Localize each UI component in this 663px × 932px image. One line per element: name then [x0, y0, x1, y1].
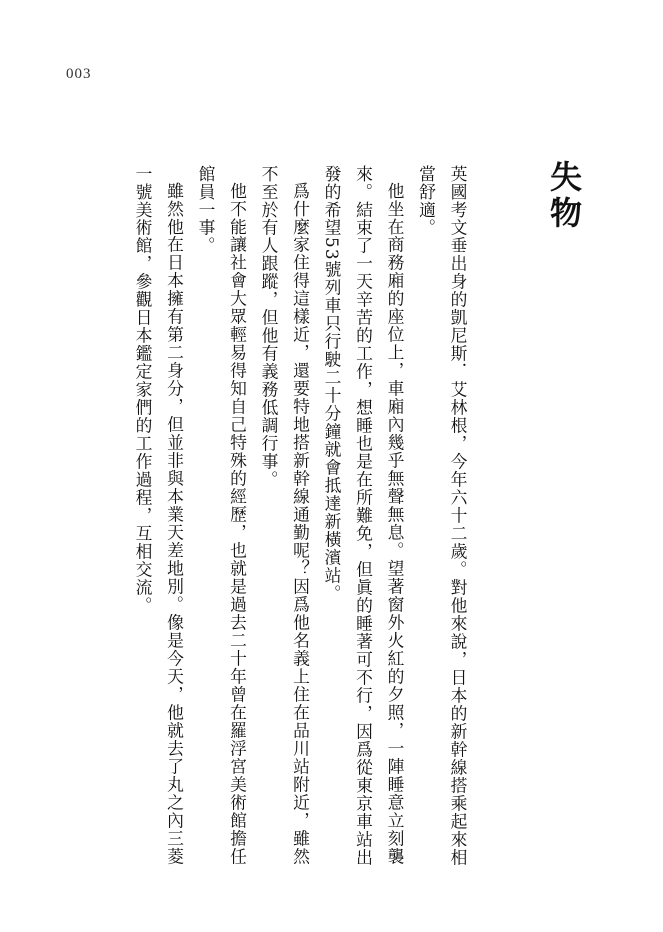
- paragraph-4: 他不能讓社會大眾輕易得知自己特殊的經歷，也就是過去二十年曾在羅浮宮美術館擔任館員一事。: [196, 165, 248, 866]
- paragraph-5: 雖然他在日本擁有第二身分，但並非與本業天差地別。像是今天，他就去了丸之內三菱一號美術館，參觀日本鑑定家們的工作過程，互相交流。: [133, 165, 185, 866]
- page-number: 003: [66, 66, 92, 82]
- body-text: [127, 165, 474, 880]
- chapter-title: 失物: [545, 160, 583, 232]
- paragraph-3: 爲什麼家住得這樣近，還要特地搭新幹線通勤呢？因爲他名義上住在品川站附近，雖然不至於有人跟蹤，但他有義務低調行事。: [259, 165, 311, 866]
- paragraph-2: 他坐在商務廂的座位上，車廂內幾乎無聲無息。望著窗外火紅的夕照，一陣睡意立刻襲來。結束了一天辛苦的工作，想睡也是在所難免，但眞的睡著可不行，因爲從東京車站出發的希望53號列車只行駛二十分鐘就會抵達新橫濱站。: [322, 165, 405, 867]
- paragraph-1: 英國考文垂出身的凱尼斯．艾林根，今年六十二歲。對他來說，日本的新幹線搭乘起來相當舒適。: [416, 165, 468, 867]
